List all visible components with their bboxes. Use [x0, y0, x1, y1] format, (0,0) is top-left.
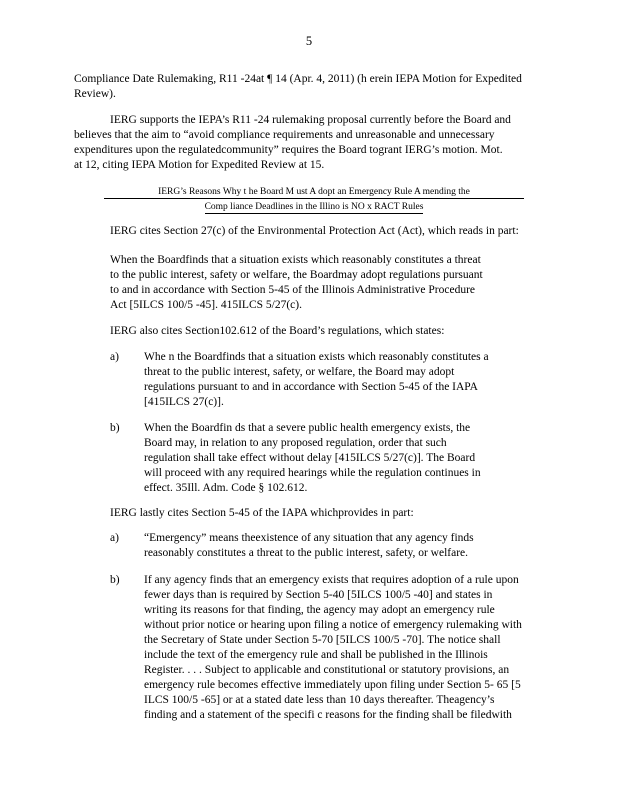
paragraph-2-line: expenditures upon the regulatedcommunity” requires the Board togrant IERG’s motion. Mot.: [74, 144, 503, 156]
paragraph-2-line: IERG supports the IEPA’s R11 -24 rulemaking proposal currently before the Board and: [110, 114, 511, 126]
list-2-item-a: [110, 531, 530, 563]
paragraph-2: [74, 113, 526, 173]
paragraph-2-line: at 12, citing IEPA Motion for Expedited Review at 15.: [74, 159, 325, 171]
list-2-item-b-line: ILCS 100/5 -65] or at a stated date less than 10 days thereafter. Theagency’s: [144, 694, 495, 706]
list-2-item-b-line: finding and a statement of the specifi c reasons for the finding shall be filedwith: [144, 709, 512, 721]
list-1-item-b: [110, 421, 510, 499]
quote-1-line: to the public interest, safety or welfare, the Boardmay adopt regulations pursuant: [110, 269, 483, 281]
list-2-item-a-label: a): [110, 532, 119, 544]
page-number: 5: [305, 34, 313, 48]
list-1-item-b-label: b): [110, 422, 120, 434]
quote-1-line: to and in accordance with Section 5-45 of the Illinois Administrative Procedure: [110, 284, 476, 296]
list-2-item-b-line: the Secretary of State under Section 5-70 [5ILCS 100/5 -70]. The notice shall: [144, 634, 501, 646]
list-2-item-b-text: [144, 573, 545, 723]
list-1-item-b-line: regulation shall take effect without delay [415ILCS 5/27(c)]. The Board: [144, 452, 476, 464]
list-2-item-b-line: without prior notice or hearing upon filing a notice of emergency rulemaking with: [144, 619, 522, 631]
list-2-item-b-line: Register. . . . Subject to applicable and constitutional or statutory provisions, an: [144, 664, 510, 676]
list-2-item-b-line: If any agency finds that an emergency exists that requires adoption of a rule upon: [144, 574, 519, 586]
section-heading: [104, 186, 524, 214]
list-1-item-b-line: effect. 35Ill. Adm. Code § 102.612.: [144, 482, 308, 494]
list-1-item-a-line: Whe n the Boardfinds that a situation exists which reasonably constitutes a: [144, 351, 489, 363]
list-1-item-a-line: [415ILCS 27(c)].: [144, 396, 224, 408]
list-1-item-a-text: [144, 350, 510, 410]
quote-1-line: When the Boardfinds that a situation exists which reasonably constitutes a threat: [110, 254, 481, 266]
quote-1-line: Act [5ILCS 100/5 -45]. 415ILCS 5/27(c).: [110, 299, 302, 311]
list-2-item-a-line: “Emergency” means theexistence of any situation that any agency finds: [144, 532, 474, 544]
paragraph-1-line: Review).: [74, 88, 116, 100]
section-heading-line: IERG’s Reasons Why t he Board M ust A dopt an Emergency Rule A mending the: [104, 186, 524, 199]
list-2-item-a-line: reasonably constitutes a threat to the public interest, safety, or welfare.: [144, 547, 469, 559]
paragraph-3: IERG cites Section 27(c) of the Environmental Protection Act (Act), which reads in part:: [110, 225, 519, 237]
list-1-item-b-line: Board may, in relation to any proposed regulation, order that such: [144, 437, 447, 449]
paragraph-5: IERG lastly cites Section 5-45 of the IAPA whichprovides in part:: [110, 507, 414, 519]
paragraph-2-line: believes that the aim to “avoid compliance requirements and unreasonable and unnecessary: [74, 129, 495, 141]
list-1-item-a-label: a): [110, 351, 119, 363]
list-2-item-b: [110, 573, 545, 725]
list-2-item-b-line: emergency rule becomes effective immediately upon filing under Section 5- 65 [5: [144, 679, 521, 691]
section-heading-line: Comp liance Deadlines in the Illino is NO x RACT Rules: [204, 202, 424, 212]
list-2-item-b-line: fewer days than is required by Section 5-40 [5ILCS 100/5 -40] and states in: [144, 589, 493, 601]
list-1-item-b-line: will proceed with any required hearings while the regulation continues in: [144, 467, 481, 479]
list-1-item-a-line: threat to the public interest, safety, or welfare, the Board may adopt: [144, 366, 455, 378]
list-1-item-a: [110, 350, 510, 412]
paragraph-1: [74, 72, 534, 102]
list-1-item-a-line: regulations pursuant to and in accordance with Section 5-45 of the IAPA: [144, 381, 478, 393]
paragraph-1-line: Compliance Date Rulemaking, R11 -24at ¶ 14 (Apr. 4, 2011) (h erein IEPA Motion for Expedited: [74, 73, 522, 85]
list-2-item-b-line: include the text of the emergency rule and shall be published in the Illinois: [144, 649, 488, 661]
list-2-item-b-line: writing its reasons for that finding, the agency may adopt an emergency rule: [144, 604, 495, 616]
list-2-item-a-text: [144, 531, 530, 561]
paragraph-4: IERG also cites Section102.612 of the Board’s regulations, which states:: [110, 325, 445, 337]
list-2-item-b-label: b): [110, 574, 120, 586]
list-1-item-b-line: When the Boardfin ds that a severe public health emergency exists, the: [144, 422, 471, 434]
list-1-item-b-text: [144, 421, 510, 496]
quote-1: [110, 253, 510, 313]
